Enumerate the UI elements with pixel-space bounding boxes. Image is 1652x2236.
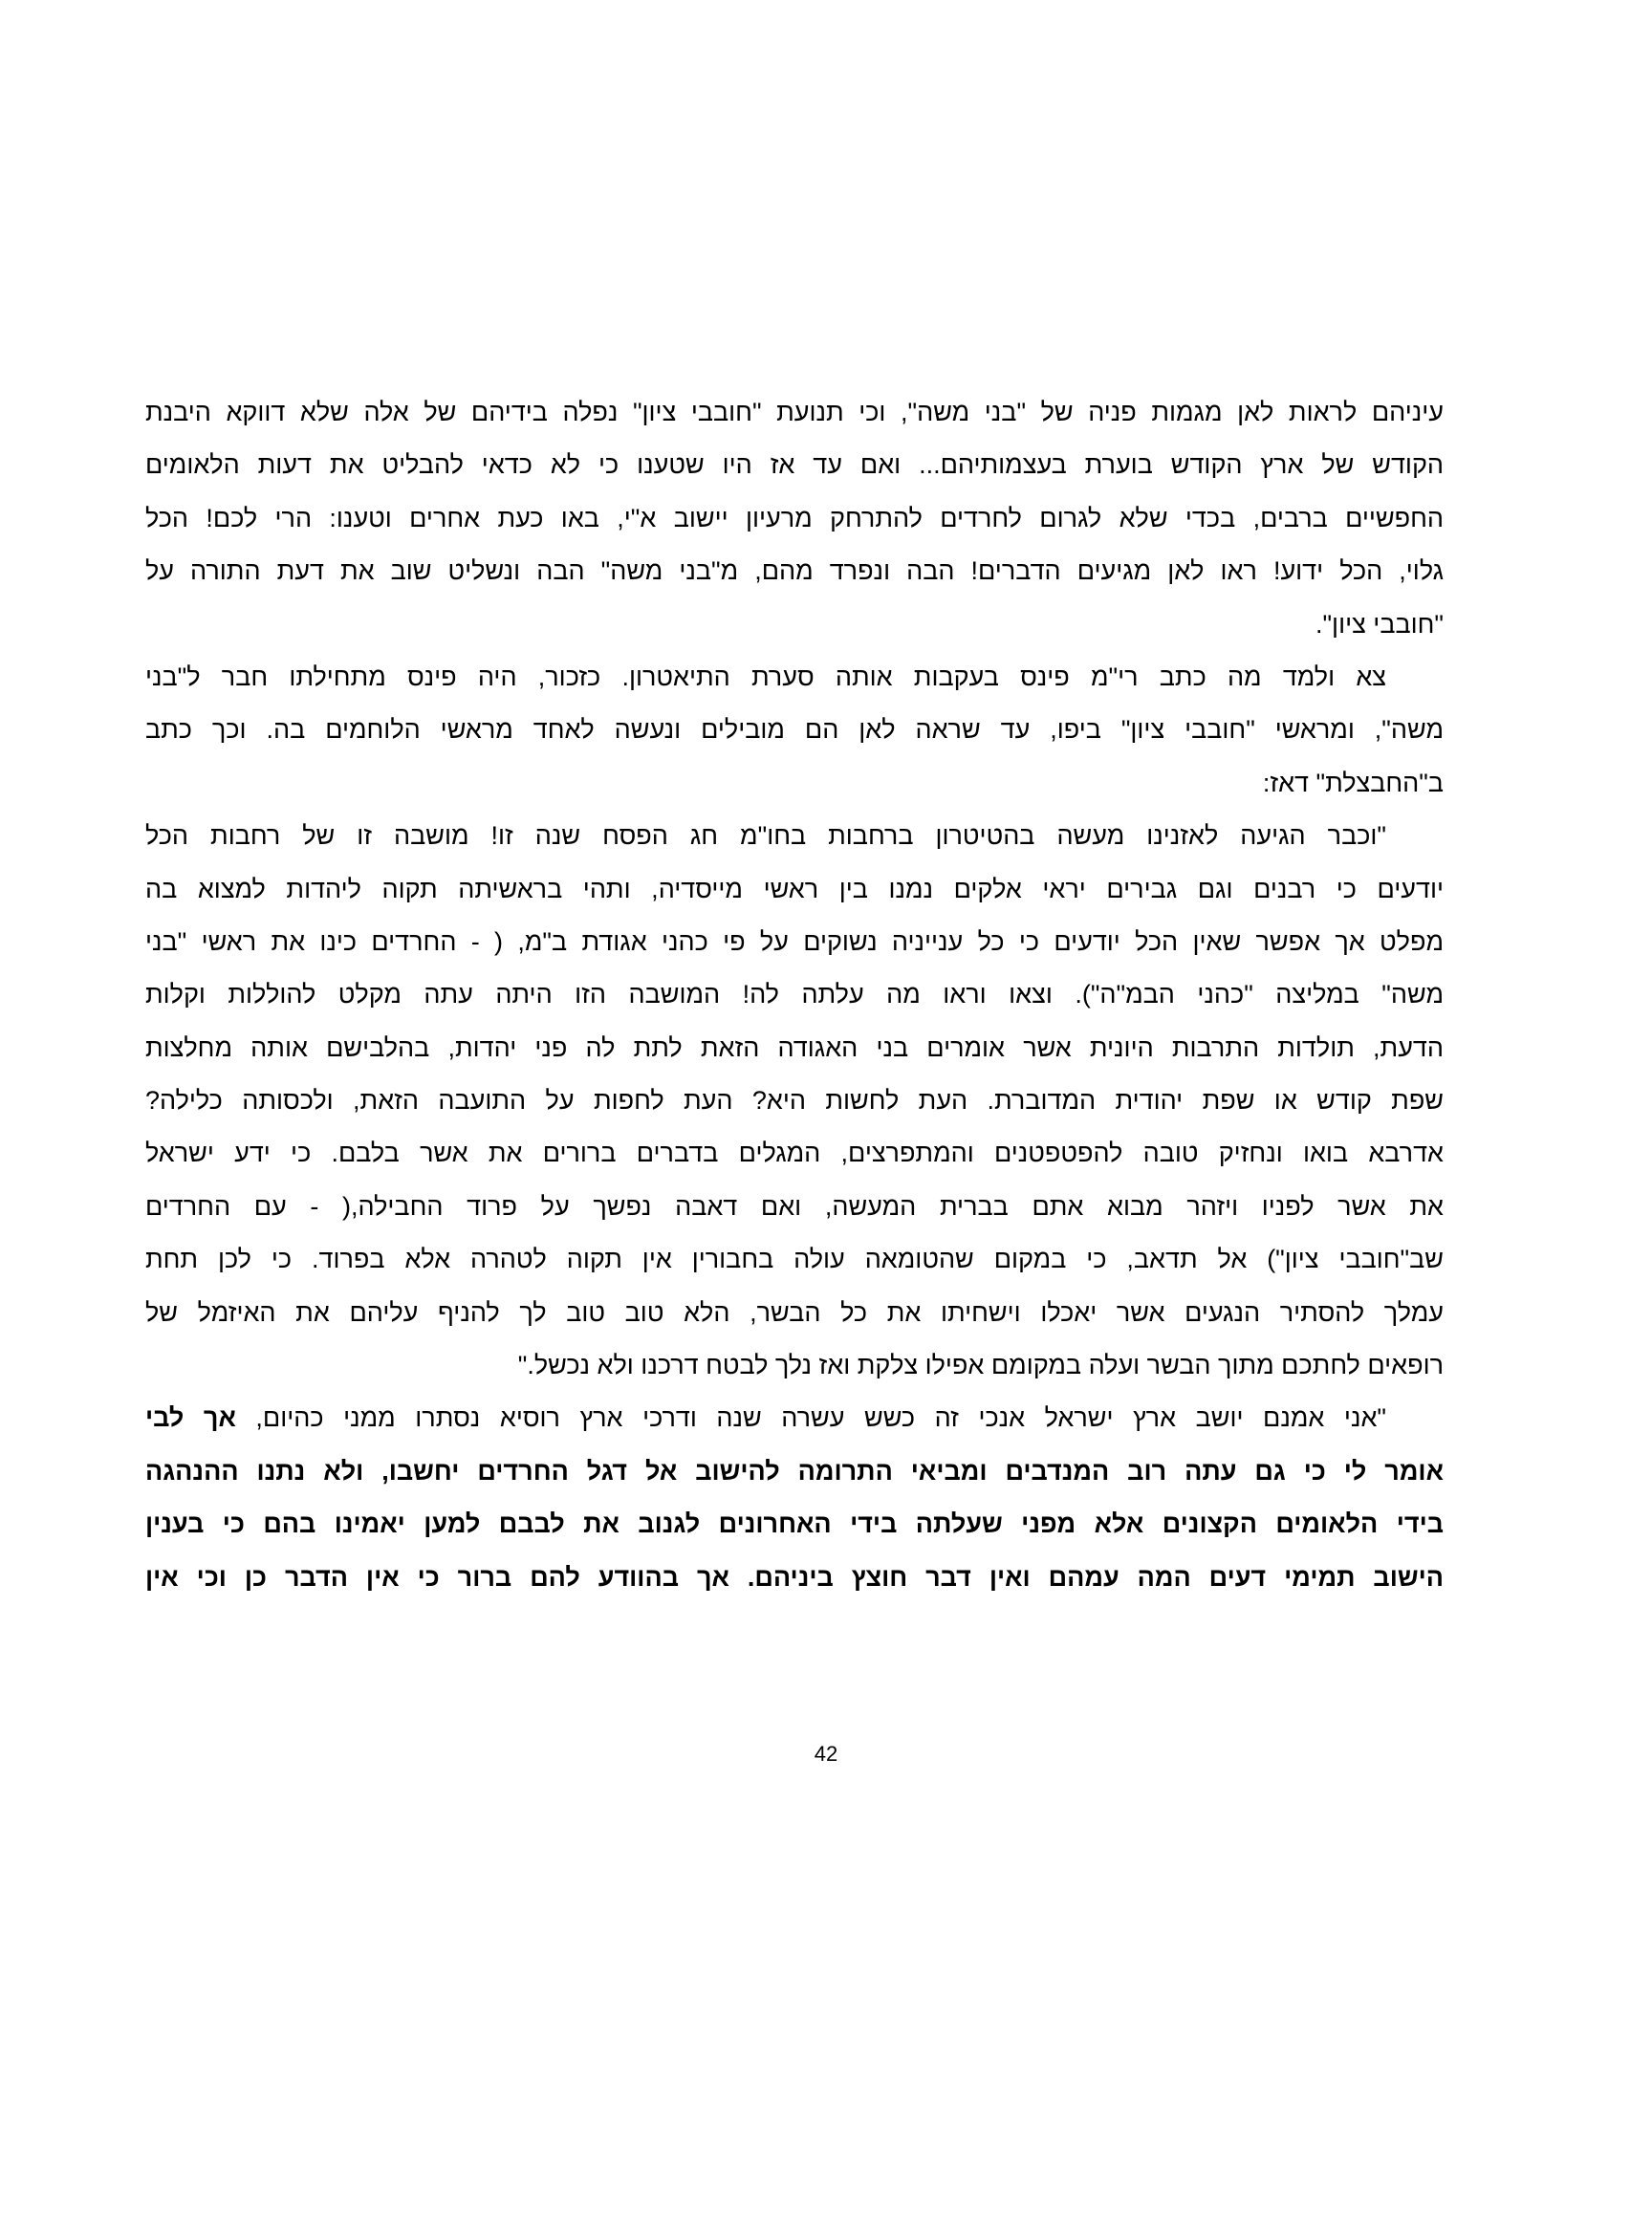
text-line <box>145 492 1444 545</box>
text-run: "וכבר הגיעה לאזנינו מעשה בהטיטרון ברחבות בחו"מ חג הפסח שנה זו! מושבה זו של רחבות הכל <box>145 821 1386 851</box>
text-line <box>145 1498 1444 1551</box>
text-run: הדעת, תולדות התרבות היונית אשר אומרים בני האגודה הזאת לתת לה פני יהדות, בהלבישם אותה מחלצות <box>145 1032 1444 1062</box>
text-run: "חובבי ציון". <box>1315 609 1444 639</box>
text-run: עיניהם לראות לאן מגמות פניה של "בני משה", וכי תנועת "חובבי ציון" נפלה בידיהם של אלה שלא דווקא היבנת <box>145 398 1444 426</box>
text-run: מפלט אך אפשר שאין הכל יודעים כי כל ענייניה נשוקים על פי כהני אגודת ב"מ, ( - החרדים כינו את ראשי "בני <box>145 926 1444 956</box>
text-line <box>145 598 1444 651</box>
paragraph <box>145 1392 1444 1604</box>
text-run: שב"חובבי ציון") אל תדאב, כי במקום שהטומאה עולה בחבורין אין תקוה לטהרה אלא בפרוד. כי לכן תחת <box>145 1245 1444 1274</box>
paragraph <box>145 810 1444 1392</box>
text-run: ב"החבצלת" דאז: <box>1262 768 1444 797</box>
bold-text-run: בידי הלאומים הקצונים אלא מפני שעלתה בידי האחרונים לגנוב את לבבם למען יאמינו בהם כי בענין <box>145 1509 1444 1539</box>
text-run: החפשיים ברבים, בכדי שלא לגרום לחרדים להתרחק מרעיון יישוב א"י, באו כעת אחרים וטענו: הרי לכם! הכל <box>145 503 1444 532</box>
paragraph <box>145 651 1444 810</box>
text-line <box>145 757 1444 810</box>
bold-text-run: אומר לי כי גם עתה רוב המנדבים ומביאי התרומה להישוב אל דגל החרדים יחשבו, ולא נתנו ההנהגה <box>145 1456 1444 1486</box>
bold-text-run: הישוב תמימי דעים המה עמהם ואין דבר חוצץ ביניהם. אך בהוודע להם ברור כי אין הדבר כן וכי אין <box>145 1562 1444 1592</box>
text-line <box>145 968 1444 1021</box>
text-run: שפת קודש או שפת יהודית המדוברת. העת לחשות היא? העת לחפות על התועבה הזאת, ולכסותה כלילה? <box>145 1086 1444 1116</box>
text-line <box>145 1445 1444 1498</box>
text-run: רופאים לחתכם מתוך הבשר ועלה במקומם אפילו צלקת ואז נלך לבטח דרכנו ולא נכשל." <box>517 1351 1444 1380</box>
page-number: 42 <box>814 1742 838 1766</box>
text-line <box>145 386 1444 439</box>
paragraph <box>145 386 1444 651</box>
text-line <box>145 1075 1444 1127</box>
text-run: משה", ומראשי "חובבי ציון" ביפו, עד שראה לאן הם מובילים ונעשה לאחד מראשי הלוחמים בה. וכך כתב <box>145 715 1444 745</box>
text-run: משה" במליצה "כהני הבמ"ה"). וצאו וראו מה עלתה לה! המושבה הזו היתה עתה מקלט להוללות וקלות <box>145 980 1444 1009</box>
text-line <box>145 1339 1444 1392</box>
text-run: את אשר לפניו ויזהר מבוא אתם בברית המעשה, ואם דאבה נפשך על פרוד החבילה,( - עם החרדים <box>145 1191 1444 1221</box>
text-line <box>145 1552 1444 1604</box>
text-line <box>145 439 1444 491</box>
text-line <box>145 704 1444 756</box>
text-run: עמלך להסתיר הנגעים אשר יאכלו וישחיתו את כל הבשר, הלא טוב טוב לך להניף עליהם את האיזמל של <box>145 1297 1444 1327</box>
document-body <box>145 386 1444 1604</box>
text-line <box>145 651 1444 704</box>
text-run: "אני אמנם יושב ארץ ישראל אנכי זה כשש עשרה שנה ודרכי ארץ רוסיא נסתרו ממני כהיום, <box>235 1403 1386 1433</box>
text-line <box>145 1392 1444 1444</box>
text-run: הקודש של ארץ הקודש בוערת בעצמותיהם... ואם עד אז היו שטענו כי לא כדאי להבליט את דעות הלאומים <box>145 450 1444 480</box>
text-line <box>145 1127 1444 1180</box>
text-run: צא ולמד מה כתב רי"מ פינס בעקבות אותה סערת התיאטרון. כזכור, היה פינס מתחילתו חבר ל"בני <box>145 662 1386 691</box>
text-line <box>145 863 1444 916</box>
text-line <box>145 545 1444 597</box>
text-line <box>145 1022 1444 1075</box>
text-line <box>145 1233 1444 1286</box>
text-run: יודעים כי רבנים וגם גבירים יראי אלקים נמנו בין ראשי מייסדיה, ותהי בראשיתה תקוה ליהדות למצוא בה <box>145 874 1444 903</box>
text-line <box>145 1287 1444 1339</box>
bold-text-run: אך לבי <box>145 1403 236 1433</box>
text-line <box>145 810 1444 862</box>
text-line <box>145 1181 1444 1233</box>
text-line <box>145 916 1444 968</box>
text-run: אדרבא בואו ונחזיק טובה להפטפטנים והמתפרצים, המגלים בדברים ברורים את אשר בלבם. כי ידע ישראל <box>145 1139 1444 1168</box>
text-run: גלוי, הכל ידוע! ראו לאן מגיעים הדברים! הבה ונפרד מהם, מ"בני משה" הבה ונשליט שוב את דעת התורה על <box>145 556 1444 586</box>
